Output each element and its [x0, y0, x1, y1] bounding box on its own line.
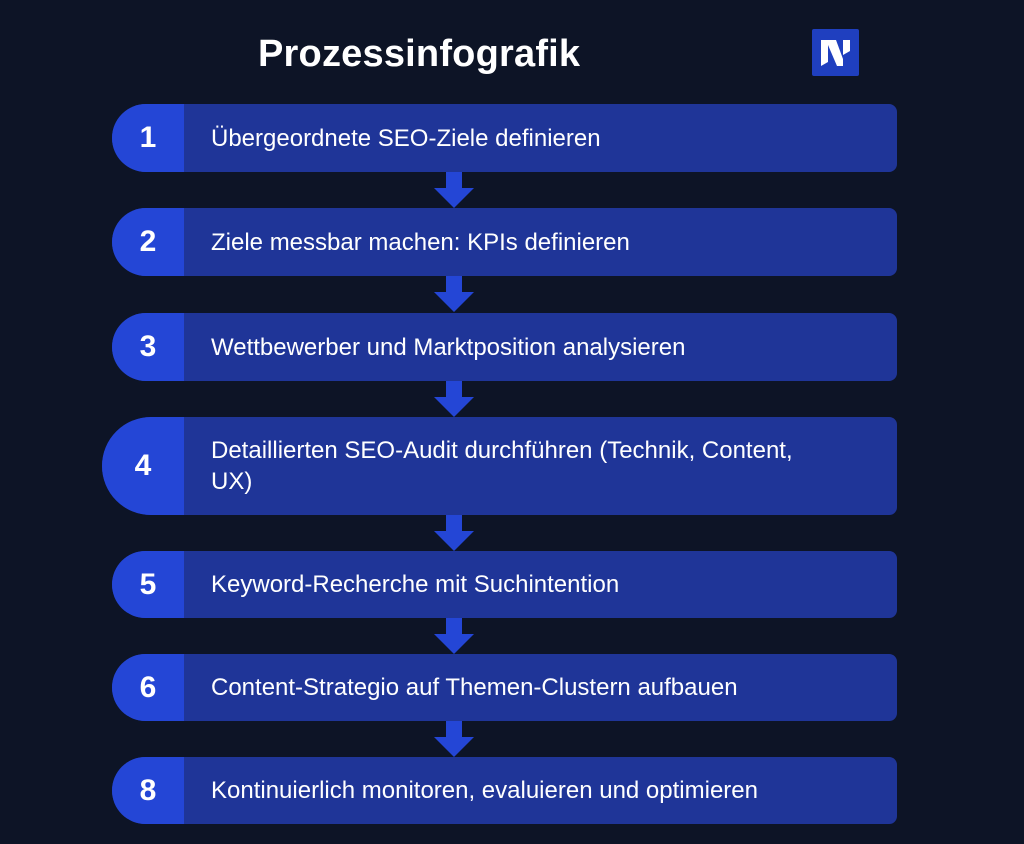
- down-arrow-icon: [434, 618, 474, 654]
- down-arrow-icon: [434, 276, 474, 312]
- process-step-6: [112, 654, 897, 721]
- step-label: Keyword-Recherche mit Suchintention: [211, 571, 620, 598]
- step-number-badge: 2: [112, 208, 184, 276]
- process-step-2: [112, 208, 897, 276]
- page-title: Prozessinfografik: [258, 33, 581, 75]
- down-arrow-icon: [434, 515, 474, 551]
- down-arrow-icon: [434, 721, 474, 757]
- process-step-5: [112, 551, 897, 618]
- stylized-n-logo-icon: [812, 29, 859, 76]
- brand-logo: [812, 29, 859, 76]
- step-label: Wettbewerber und Marktposition analysieren: [211, 333, 686, 361]
- step-label: Detaillierten SEO-Audit durchführen (Technik, Content, UX): [211, 437, 793, 495]
- step-number-badge: 6: [112, 654, 184, 721]
- process-step-3: [112, 313, 897, 381]
- step-label: Content-Strategio auf Themen-Clustern aufbauen: [211, 674, 738, 701]
- process-step-4: [102, 417, 897, 515]
- down-arrow-icon: [434, 381, 474, 417]
- step-number-badge: 1: [112, 104, 184, 172]
- step-label: Übergeordnete SEO-Ziele definieren: [211, 124, 601, 152]
- process-step-8: [112, 757, 897, 824]
- process-step-1: [112, 104, 897, 172]
- step-number-badge: 5: [112, 551, 184, 618]
- step-label: Kontinuierlich monitoren, evaluieren und optimieren: [211, 777, 758, 804]
- down-arrow-icon: [434, 172, 474, 208]
- step-label: Ziele messbar machen: KPIs definieren: [211, 228, 630, 256]
- step-number-badge: 3: [112, 313, 184, 381]
- step-number-badge: 4: [102, 417, 184, 515]
- step-number-badge: 8: [112, 757, 184, 824]
